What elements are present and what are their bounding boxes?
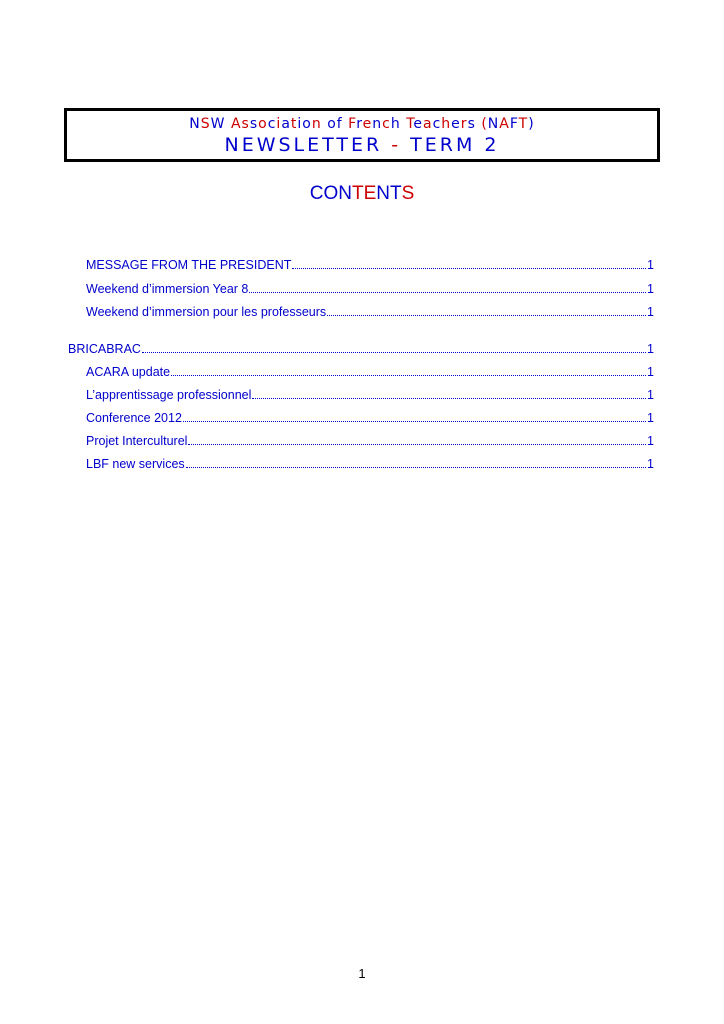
association-name-run: N bbox=[189, 116, 201, 132]
toc-entry-label: BRICABRAC bbox=[68, 342, 141, 356]
toc-entry-page: 1 bbox=[647, 365, 654, 379]
toc-entry-page: 1 bbox=[647, 457, 654, 471]
page-number: 1 bbox=[358, 966, 366, 981]
toc-entry[interactable] bbox=[86, 456, 654, 472]
toc-entry-page: 1 bbox=[647, 434, 654, 448]
association-name-run: r bbox=[356, 116, 363, 132]
toc-leader-dots bbox=[249, 291, 646, 293]
association-name-run: n bbox=[311, 116, 328, 132]
toc-entry-page: 1 bbox=[647, 258, 654, 272]
toc-leader-dots bbox=[252, 397, 646, 399]
association-name-run: i bbox=[276, 116, 282, 132]
association-name-run: o bbox=[258, 116, 268, 132]
association-name-run: n bbox=[372, 116, 383, 132]
toc-leader-dots bbox=[188, 443, 646, 445]
association-name-run: T bbox=[518, 116, 529, 132]
association-name-run: c bbox=[382, 116, 391, 132]
toc-entry-label: Weekend d’immersion pour les professeurs bbox=[86, 305, 327, 319]
toc-leader-dots bbox=[292, 267, 646, 269]
toc-entry-label: Conference 2012 bbox=[86, 411, 182, 425]
association-name-run: As bbox=[230, 116, 250, 132]
toc-entry[interactable] bbox=[86, 304, 654, 320]
association-name-run: h bbox=[441, 116, 452, 132]
toc-entry[interactable] bbox=[86, 281, 654, 297]
toc-leader-dots bbox=[183, 420, 646, 422]
association-name-run: e bbox=[451, 116, 461, 132]
toc-entry-label: ACARA update bbox=[86, 365, 171, 379]
association-name-run: c bbox=[267, 116, 277, 132]
toc-leader-dots bbox=[171, 374, 646, 376]
association-name-run: c bbox=[432, 116, 442, 132]
association-name-run: e bbox=[413, 116, 423, 132]
toc-entry-page: 1 bbox=[647, 282, 654, 296]
association-name-run: t bbox=[290, 116, 298, 132]
association-name-run: F bbox=[348, 116, 357, 132]
contents-heading-run: S bbox=[401, 183, 415, 204]
newsletter-title-run: - bbox=[391, 134, 411, 156]
association-name-run: ) bbox=[528, 116, 535, 132]
toc-entry[interactable] bbox=[86, 257, 654, 273]
association-name-run: r bbox=[460, 116, 468, 132]
association-name-run: e bbox=[362, 116, 373, 132]
toc-entry-label: LBF new services bbox=[86, 457, 185, 471]
toc-entry-page: 1 bbox=[647, 388, 654, 402]
association-name-run: of bbox=[327, 116, 349, 132]
toc-entry[interactable] bbox=[86, 364, 654, 380]
toc-entry-label: MESSAGE FROM THE PRESIDENT bbox=[86, 258, 292, 272]
association-name-run: io bbox=[297, 116, 312, 132]
contents-heading-run: NT bbox=[376, 183, 402, 204]
association-name-run: h bbox=[390, 116, 407, 132]
toc-entry-label: Projet Interculturel bbox=[86, 434, 188, 448]
newsletter-title-run: NEWSLETTER bbox=[224, 134, 392, 156]
association-name-run: ( bbox=[481, 116, 488, 132]
toc-leader-dots bbox=[327, 314, 646, 316]
toc-entry-page: 1 bbox=[647, 411, 654, 425]
toc-entry[interactable] bbox=[86, 410, 654, 426]
toc-entry-page: 1 bbox=[647, 305, 654, 319]
association-name-run: A bbox=[499, 116, 510, 132]
toc-entry[interactable] bbox=[68, 341, 654, 357]
association-name-run: W bbox=[210, 116, 231, 132]
association-name-run: s bbox=[249, 116, 259, 132]
toc-entry-page: 1 bbox=[647, 342, 654, 356]
toc-entry[interactable] bbox=[86, 433, 654, 449]
contents-heading-run: CON bbox=[309, 183, 352, 204]
association-name-run: s bbox=[467, 116, 482, 132]
toc-entry-label: Weekend d’immersion Year 8 bbox=[86, 282, 249, 296]
toc-entry-label: L’apprentissage professionnel bbox=[86, 388, 252, 402]
association-name-run: N bbox=[487, 116, 500, 132]
association-name-run: T bbox=[406, 116, 414, 132]
association-name-run: S bbox=[200, 116, 211, 132]
toc-leader-dots bbox=[142, 351, 646, 353]
contents-heading-run: TE bbox=[351, 183, 377, 204]
newsletter-title-run: TERM 2 bbox=[410, 134, 500, 156]
association-name-run: a bbox=[281, 116, 291, 132]
toc-entry[interactable] bbox=[86, 387, 654, 403]
association-name-run: F bbox=[509, 116, 519, 132]
association-name-run: a bbox=[423, 116, 433, 132]
toc-leader-dots bbox=[186, 466, 646, 468]
